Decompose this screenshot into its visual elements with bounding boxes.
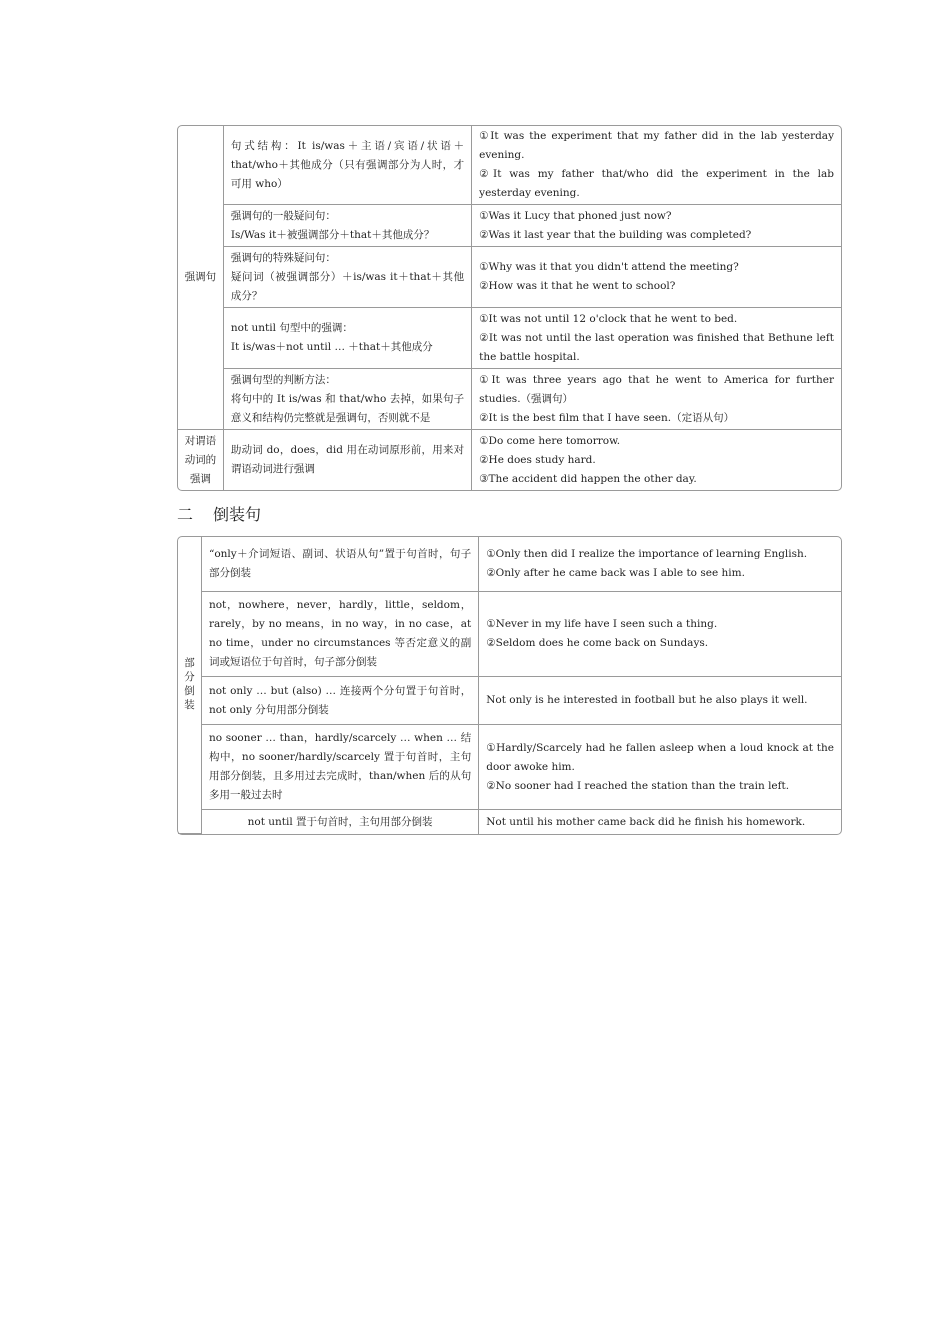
table-row bbox=[178, 126, 841, 205]
table-row bbox=[178, 592, 841, 677]
rule-cell: 句式结构：It is/was＋主语/宾语/状语＋that/who＋其他成分（只有强调部分为人时，才可用 who） bbox=[224, 126, 472, 205]
table-row bbox=[178, 369, 841, 430]
category-partial-inversion: 部分倒装 bbox=[178, 537, 202, 834]
table-row bbox=[178, 677, 841, 725]
rule-cell: 强调句的特殊疑问句： 疑问词（被强调部分）＋is/was it＋that＋其他成分？ bbox=[224, 247, 472, 308]
example-cell: ①Only then did I realize the importance of learning English. ②Only after he came back was I able to see him. bbox=[479, 537, 841, 592]
table-row bbox=[178, 308, 841, 369]
rule-cell: no sooner … than，hardly/scarcely … when … 结构中，no sooner/hardly/scarcely 置于句首时，主句用部分倒装，且多用过去完成时，than/when 后的从句多用一般过去时 bbox=[202, 725, 479, 810]
example-cell: ①Was it Lucy that phoned just now? ②Was it last year that the building was completed? bbox=[472, 205, 841, 247]
table-row bbox=[178, 247, 841, 308]
example-cell: ①Never in my life have I seen such a thing. ②Seldom does he come back on Sundays. bbox=[479, 592, 841, 677]
table-row bbox=[178, 430, 841, 490]
emphasis-table bbox=[177, 125, 842, 491]
rule-cell: 强调句的一般疑问句： Is/Was it＋被强调部分＋that＋其他成分？ bbox=[224, 205, 472, 247]
rule-cell: not until 句型中的强调： It is/was＋not until … ＋that＋其他成分 bbox=[224, 308, 472, 369]
rule-cell: “only＋介词短语、副词、状语从句”置于句首时，句子部分倒装 bbox=[202, 537, 479, 592]
rule-cell: not until 置于句首时，主句用部分倒装 bbox=[202, 810, 479, 834]
rule-cell: not only … but (also) … 连接两个分句置于句首时，not only 分句用部分倒装 bbox=[202, 677, 479, 725]
category-verb-emphasis: 对谓语 动词的 强调 bbox=[178, 430, 224, 490]
example-cell: ①It was not until 12 o'clock that he went to bed. ②It was not until the last operation was finished that Bethune left the battle hospital. bbox=[472, 308, 841, 369]
example-cell: Not only is he interested in football but he also plays it well. bbox=[479, 677, 841, 725]
inversion-table bbox=[177, 536, 842, 835]
example-cell: ①Do come here tomorrow. ②He does study hard. ③The accident did happen the other day. bbox=[479, 434, 697, 485]
example-cell: ①It was the experiment that my father did in the lab yesterday evening. ②It was my father that/who did the experiment in the lab yesterday evening. bbox=[472, 126, 841, 205]
section-heading: 二 倒装句 bbox=[177, 505, 262, 524]
example-cell: Not until his mother came back did he finish his homework. bbox=[486, 815, 806, 828]
example-cell: ①It was three years ago that he went to America for further studies.（强调句） ②It is the best film that I have seen.（定语从句） bbox=[472, 369, 841, 430]
table-row bbox=[178, 537, 841, 592]
table-row bbox=[178, 205, 841, 247]
table-row bbox=[178, 810, 841, 834]
rule-cell: not，nowhere，never，hardly，little，seldom，rarely，by no means，in no way，in no case，at no time，under no circumstances 等否定意义的副词或短语位于句首时，句子部分倒装 bbox=[202, 592, 479, 677]
example-cell: ①Hardly/Scarcely had he fallen asleep when a loud knock at the door awoke him. ②No sooner had I reached the station than the train left. bbox=[479, 725, 841, 810]
table-row bbox=[178, 725, 841, 810]
example-cell: ①Why was it that you didn't attend the meeting? ②How was it that he went to school? bbox=[472, 247, 841, 308]
category-emphasis: 强调句 bbox=[178, 126, 224, 430]
rule-cell: 助动词 do，does，did 用在动词原形前，用来对谓语动词进行强调 bbox=[224, 430, 472, 490]
rule-cell: 强调句型的判断方法： 将句中的 It is/was 和 that/who 去掉，如果句子意义和结构仍完整就是强调句，否则就不是 bbox=[224, 369, 472, 430]
